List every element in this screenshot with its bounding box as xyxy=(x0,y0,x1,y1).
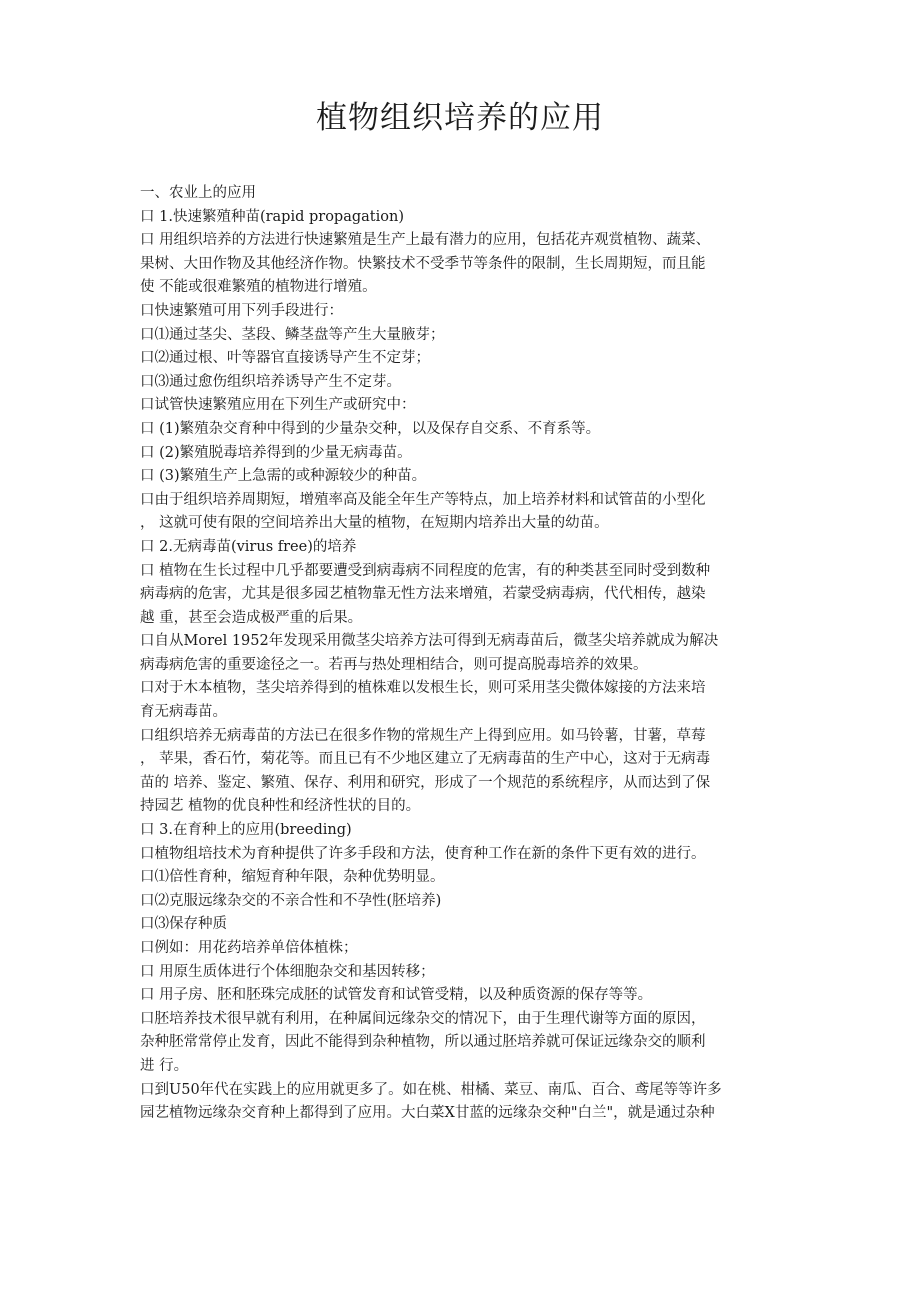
paragraph-line: 病毒病的危害，尤其是很多园艺植物靠无性方法来增殖，若蒙受病毒病，代代相传，越染 xyxy=(140,586,706,603)
subsection-heading: 口 1.快速繁殖种苗(rapid propagation) xyxy=(140,208,404,225)
paragraph-line: 进 行。 xyxy=(140,1057,189,1074)
paragraph-line: 口植物组培技术为育种提供了许多手段和方法，使育种工作在新的条件下更有效的进行。 xyxy=(140,845,706,862)
paragraph-line: ， 苹果，香石竹，菊花等。而且已有不少地区建立了无病毒苗的生产中心，这对于无病毒 xyxy=(140,751,711,768)
paragraph-line: 病毒病危害的重要途径之一。若再与热处理相结合，则可提高脱毒培养的效果。 xyxy=(140,656,648,673)
list-item: 口 (3)繁殖生产上急需的或种源较少的种苗。 xyxy=(140,468,427,485)
paragraph-line: 杂种胚常常停止发育，因此不能得到杂种植物，所以通过胚培养就可保证远缘杂交的顺利 xyxy=(140,1034,706,1051)
list-item: 口⑵通过根、叶等器官直接诱导产生不定芽； xyxy=(140,350,430,367)
list-item: 口⑶保存种质 xyxy=(140,916,227,933)
paragraph-line: 口对于木本植物，茎尖培养得到的植株难以发根生长，则可采用茎尖微体嫁接的方法来培 xyxy=(140,680,706,697)
paragraph-line: 口例如：用花药培养单倍体植株； xyxy=(140,940,358,956)
paragraph-line: ， 这就可使有限的空间培养出大量的植物，在短期内培养出大量的幼苗。 xyxy=(140,515,609,532)
subsection-heading: 口 2.无病毒苗(virus free)的培养 xyxy=(140,538,357,555)
paragraph-line: 口胚培养技术很早就有利用，在种属间远缘杂交的情况下，由于生理代谢等方面的原因， xyxy=(140,1010,706,1027)
document-title: 植物组织培养的应用 xyxy=(316,100,604,136)
paragraph-line: 苗的 培养、鉴定、繁殖、保存、利用和研究，形成了一个规范的系统程序，从而达到了保 xyxy=(140,774,711,791)
paragraph-line: 口 用子房、胚和胚珠完成胚的试管发育和试管受精，以及种质资源的保存等等。 xyxy=(140,987,653,1004)
paragraph-line: 口 用组织培养的方法进行快速繁殖是生产上最有潜力的应用，包括花卉观赏植物、蔬菜、 xyxy=(140,232,711,249)
paragraph-line: 果树、大田作物及其他经济作物。快繁技术不受季节等条件的限制，生长周期短，而且能 xyxy=(140,255,706,272)
paragraph-line: 口试管快速繁殖应用在下列生产或研究中： xyxy=(140,397,416,414)
list-item: 口⑴倍性育种，缩短育种年限，杂种优势明显。 xyxy=(140,869,445,886)
paragraph-line: 园艺植物远缘杂交育种上都得到了应用。大白菜X甘蓝的远缘杂交种"白兰"，就是通过杂种 xyxy=(140,1105,715,1122)
list-item: 口⑵克服远缘杂交的不亲合性和不孕性(胚培养) xyxy=(140,892,442,909)
paragraph-line: 口组织培养无病毒苗的方法已在很多作物的常规生产上得到应用。如马铃薯，甘薯，草莓 xyxy=(140,727,706,744)
paragraph-line: 育无病毒苗。 xyxy=(140,704,227,721)
list-item: 口 (2)繁殖脱毒培养得到的少量无病毒苗。 xyxy=(140,444,412,461)
paragraph-line: 口自从Morel 1952年发现采用微茎尖培养方法可得到无病毒苗后，微茎尖培养就成为解决 xyxy=(140,633,719,650)
paragraph-line: 口 用原生质体进行个体细胞杂交和基因转移； xyxy=(140,963,435,980)
paragraph-line: 口由于组织培养周期短，增殖率高及能全年生产等特点，加上培养材料和试管苗的小型化 xyxy=(140,491,706,508)
paragraph-line: 越 重，甚至会造成极严重的后果。 xyxy=(140,609,363,626)
subsection-heading: 口 3.在育种上的应用(breeding) xyxy=(140,822,352,839)
paragraph-line: 使 不能或很难繁殖的植物进行增殖。 xyxy=(140,279,377,296)
section-heading: 一、农业上的应用 xyxy=(140,185,256,201)
paragraph-line: 口 植物在生长过程中几乎都要遭受到病毒病不同程度的危害，有的种类甚至同时受到数种 xyxy=(140,562,711,579)
paragraph-line: 持园艺 植物的优良种性和经济性状的目的。 xyxy=(140,798,421,815)
list-item: 口⑶通过愈伤组织培养诱导产生不定芽。 xyxy=(140,373,401,390)
document-body xyxy=(140,182,800,1126)
paragraph-line: 口快速繁殖可用下列手段进行： xyxy=(140,302,343,319)
list-item: 口⑴通过茎尖、茎段、鳞茎盘等产生大量腋芽； xyxy=(140,326,445,343)
paragraph-line: 口到U50年代在实践上的应用就更多了。如在桃、柑橘、菜豆、南瓜、百合、鸢尾等等许多 xyxy=(140,1081,722,1098)
list-item: 口 (1)繁殖杂交育种中得到的少量杂交种，以及保存自交系、不育系等。 xyxy=(140,420,601,437)
